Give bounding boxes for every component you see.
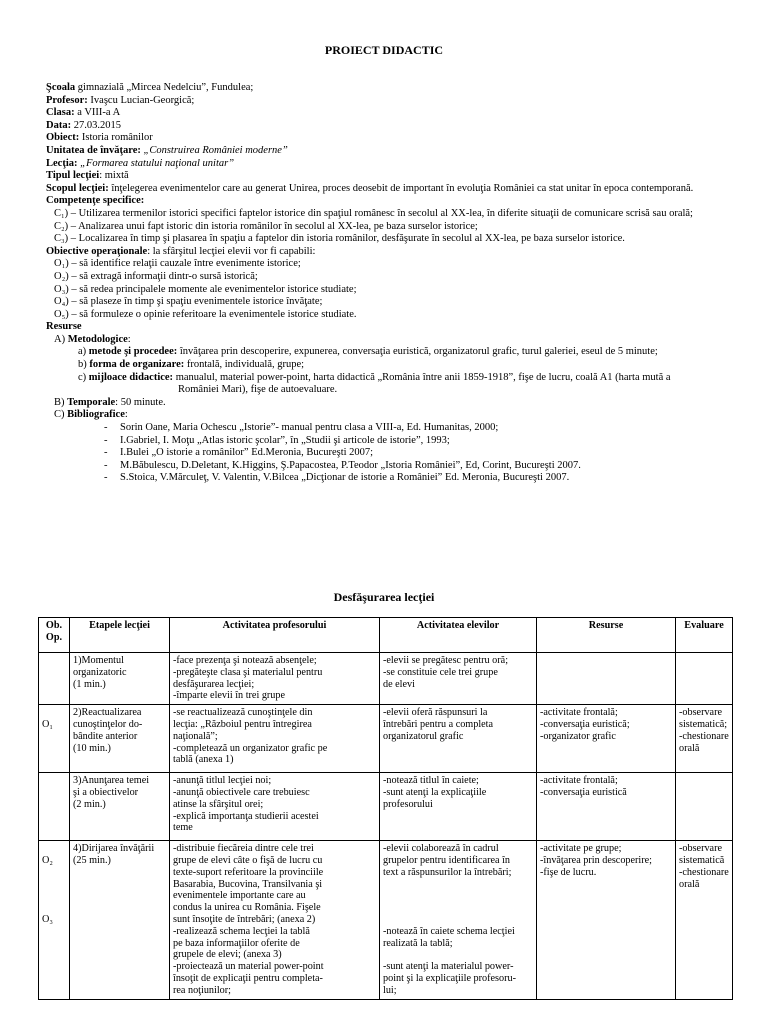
stage-cell — [70, 773, 170, 841]
methods-line — [46, 346, 746, 359]
teacher-activity-cell — [170, 653, 380, 705]
evaluation-cell — [676, 653, 733, 705]
objectives-heading — [46, 246, 746, 259]
column-header: Ob. Op. — [39, 618, 70, 653]
bib-colon: : — [124, 409, 128, 421]
cell-text-line: -activitate frontală; — [540, 707, 618, 719]
cell-text-line: 4)Dirijarea învăţării — [73, 843, 155, 855]
teacher-activity-cell — [170, 705, 380, 773]
time-line — [46, 397, 746, 410]
cell-text-line: -conversaţia euristică; — [540, 718, 630, 730]
cell-text-line: lui; — [383, 984, 397, 996]
cell-text-line — [42, 787, 66, 799]
competency-item: C₁) – Utilizarea termenilor istorici specifici faptelor istorice din spaţiul românesc în secolul al XX-lea, în diferite situaţii de comunicare scrisă sau orală; — [54, 207, 693, 219]
organization-line — [46, 359, 746, 372]
objective-item: O₂) – să extragă informaţii dintr-o sursă istorică; — [54, 270, 258, 282]
cell-text-line: -anunţă obiectivele care trebuiesc — [173, 786, 310, 798]
table-header-row — [39, 618, 733, 653]
cell-text-line: grupelor pentru identificarea în — [383, 854, 511, 866]
methods-label: metode şi procedee: — [88, 346, 178, 358]
objective-cell — [39, 841, 70, 999]
cell-text-line — [42, 879, 66, 891]
competencies-label: Competenţe specifice: — [46, 195, 145, 207]
cell-text-line: -observare — [679, 843, 722, 855]
column-header: Activitatea elevilor — [380, 618, 537, 653]
cell-text-line — [383, 914, 533, 926]
methodology-colon: : — [127, 333, 131, 345]
column-header: Activitatea profesorului — [170, 618, 380, 653]
objectives-intro: : la sfârşitul lecţiei elevii vor fi capabili: — [147, 245, 316, 257]
cell-text-line: -notează titlul în caiete; — [383, 775, 479, 787]
cell-text-line: sunt însoţite de întrebări; (anexa 2) — [173, 913, 316, 925]
cell-text-line: tablă (anexa 1) — [173, 754, 234, 766]
cell-text-line: 1)Momentul — [73, 655, 124, 666]
student-activity-cell — [380, 841, 537, 999]
cell-text-line — [42, 891, 66, 903]
bibliography-text: S.Stoica, V.Mărculeţ, V. Valentin, V.Bilcea „Dicţionar de istorie a României” Ed. Meronia, Bucureşti 2007. — [120, 472, 570, 484]
cell-text-line: -elevii se pregătesc pentru oră; — [383, 655, 509, 666]
cell-text-line — [679, 655, 729, 667]
cell-text-line: -sunt atenţi la explicaţiile — [383, 786, 487, 798]
cell-text-line: -sunt atenţi la materialul power- — [383, 961, 514, 973]
cell-text-line: -activitate pe grupe; — [540, 843, 622, 855]
bibliography-item — [46, 422, 746, 435]
bibliography-text: M.Băbulescu, D.Deletant, K.Higgins, Ş.Papacostea, P.Teodor „Istoria României”, Ed, Corint, Bucureşti 2007. — [120, 459, 581, 471]
cell-text-line: orală — [679, 878, 700, 890]
means-value: manualul, material power-point, harta didactică „România între anii 1859-1918”, fişe de lucru, coală A1 (harta mută a — [173, 371, 671, 383]
evaluation-cell — [676, 705, 733, 773]
objectives-label: Obiective operaţionale — [46, 245, 148, 257]
objective-item: O₃) – să redea principalele momente ale evenimentelor istorice studiate; — [54, 283, 357, 295]
student-activity-cell — [380, 705, 537, 773]
bibliography-item — [46, 435, 746, 448]
cell-text-line: (10 min.) — [73, 742, 111, 754]
cell-text-line: atinse la sfârşitul orei; — [173, 798, 264, 810]
class-line — [46, 107, 746, 120]
table-row — [39, 705, 733, 773]
cell-text-line: -distribuie fiecăreia dintre cele trei — [173, 843, 314, 855]
bibliography-text: I.Bulei „O istorie a românilor” Ed.Meronia, Bucureşti 2007; — [120, 447, 374, 459]
cell-text-line: -explică importanţa studierii acestei — [173, 810, 319, 822]
subject-value: Istoria românilor — [79, 132, 153, 144]
objective-item: O₅) – să formuleze o opinie referitoare la evenimentele istorice studiate. — [54, 308, 357, 320]
methodology-marker: A) — [54, 333, 66, 345]
objective-cell — [39, 705, 70, 773]
cell-text-line — [42, 867, 66, 879]
student-activity-cell — [380, 773, 537, 841]
cell-text-line: organizatoric — [73, 666, 127, 678]
cell-text-line: -notează în caiete schema lecţiei — [383, 925, 515, 937]
cell-text-line — [383, 879, 533, 891]
lesson-table-body — [39, 653, 733, 1000]
cell-text-line: profesorului — [383, 798, 433, 810]
cell-text-line — [383, 949, 533, 961]
cell-text-line — [540, 655, 672, 667]
dash-marker: - — [104, 472, 108, 484]
cell-text-line: -anunţă titlul lecţiei noi; — [173, 775, 272, 787]
bibliography-text: I.Gabriel, I. Moţu „Atlas istoric şcolar”, în „Studii şi articole de istorie”, 1993; — [120, 434, 450, 446]
unit-value: „Construirea României moderne” — [140, 144, 288, 156]
stage-cell — [70, 705, 170, 773]
org-marker: b) — [78, 359, 87, 371]
cell-text-line: bândite anterior — [73, 730, 138, 742]
purpose-line — [46, 183, 746, 196]
cell-text-line: -conversaţia euristică — [540, 786, 627, 798]
evaluation-cell — [676, 841, 733, 999]
resources-cell — [537, 705, 676, 773]
lesson-line — [46, 158, 746, 171]
cell-text-line: 2)Reactualizarea — [73, 707, 142, 719]
bib-label: Bibliografice — [67, 409, 125, 421]
resources-heading — [46, 321, 746, 334]
cell-text-line: -se constituie cele trei grupe — [383, 666, 498, 678]
bibliography-item — [46, 460, 746, 473]
school-value: gimnazială „Mircea Nedelciu”, Fundulea; — [75, 82, 254, 93]
cell-text-line: de elevi — [383, 678, 415, 690]
cell-text-line: sistematică — [679, 854, 725, 866]
org-value: frontală, individuală, grupe; — [184, 359, 305, 371]
cell-text-line: însoţit de explicaţii pentru completa- — [173, 972, 323, 984]
date-line — [46, 120, 746, 133]
cell-text-line: (2 min.) — [73, 798, 106, 810]
competency-item: C₃) – Localizarea în timp şi plasarea în spaţiu a faptelor din istoria românilor, desfăşurate în secolul al XX-lea, pe baza surselor istorice. — [54, 233, 625, 245]
cell-text-line: pe baza informaţiilor oferite de — [173, 937, 300, 949]
objective-item: O₄) – să plaseze în timp şi spaţiu evenimentele istorice învăţate; — [54, 296, 323, 308]
document-title: PROIECT DIDACTIC — [324, 43, 444, 57]
cell-text-line: -completează un organizator grafic pe — [173, 742, 328, 754]
time-label: Temporale — [67, 396, 116, 408]
unit-label: Unitatea de învăţare: — [46, 144, 141, 156]
resources-cell — [537, 841, 676, 999]
cell-text-line — [42, 902, 66, 914]
cell-text-line: -proiectează un material power-point — [173, 961, 324, 973]
cell-text-line: grupele de elevi; (anexa 3) — [173, 949, 282, 961]
column-header: Etapele lecţiei — [70, 618, 170, 653]
dash-marker: - — [104, 447, 108, 459]
methods-marker: a) — [78, 346, 87, 358]
cell-text-line: orală — [679, 742, 700, 754]
column-header: Resurse — [537, 618, 676, 653]
cell-text-line: (25 min.) — [73, 854, 111, 866]
cell-text-line: rea noţiunilor; — [173, 984, 231, 996]
lesson-value: „Formarea statului naţional unitar” — [77, 157, 235, 169]
school-label: Şcoala — [46, 82, 76, 93]
cell-text-line: sistematică; — [679, 718, 728, 730]
objective-item: O₁) – să identifice relaţii cauzale între evenimente istorice; — [54, 258, 301, 270]
cell-text-line — [383, 902, 533, 914]
bibliography-item — [46, 472, 746, 485]
cell-text-line: evenimentele importante care au — [173, 890, 306, 902]
cell-text-line: -chestionare — [679, 730, 729, 742]
bibliography-item — [46, 447, 746, 460]
competency-item: C₂) – Analizarea unui fapt istoric din istoria românilor în secolul al XX-lea, pe baza surselor istorice; — [54, 220, 478, 232]
type-line — [46, 170, 746, 183]
cell-text-line — [383, 890, 533, 902]
cell-text-line: cunoştinţelor do- — [73, 718, 143, 730]
teacher-activity-cell — [170, 773, 380, 841]
cell-text-line: O₁ — [42, 719, 53, 731]
competencies-heading — [46, 195, 746, 208]
resources-label: Resurse — [46, 321, 82, 333]
cell-text-line: -pregăteşte clasa şi materialul pentru — [173, 666, 323, 678]
means-marker: c) — [78, 371, 87, 383]
cell-text-line: naţională”; — [173, 730, 218, 742]
cell-text-line: (1 min.) — [73, 678, 106, 690]
column-header: Evaluare — [676, 618, 733, 653]
lesson-header — [46, 82, 746, 485]
cell-text-line: teme — [173, 822, 193, 834]
cell-text-line: point şi la explicaţiile profesoru- — [383, 972, 516, 984]
section-title: Desfăşurarea lecţiei — [333, 590, 435, 604]
school-line — [46, 82, 746, 95]
time-value: : 50 minute. — [115, 396, 166, 408]
cell-text-line: -elevii colaborează în cadrul — [383, 843, 499, 855]
cell-text-line: -activitate frontală; — [540, 775, 618, 787]
cell-text-line: organizatorul grafic — [383, 730, 464, 742]
cell-text-line: O₂ — [42, 855, 53, 867]
cell-text-line: text a răspunsurilor la întrebări; — [383, 866, 512, 878]
subject-label: Obiect: — [46, 132, 80, 144]
resources-cell — [537, 653, 676, 705]
cell-text-line: -fişe de lucru. — [540, 866, 597, 878]
cell-text-line: condus la unirea cu România. Fişele — [173, 902, 321, 914]
date-label: Data: — [46, 119, 72, 131]
means-label: mijloace didactice: — [88, 371, 174, 383]
table-row — [39, 773, 733, 841]
table-row — [39, 841, 733, 999]
means-line-cont: României Mari), fişe de autoevaluare. — [178, 384, 338, 396]
cell-text-line: -organizator grafic — [540, 730, 616, 742]
stage-cell — [70, 841, 170, 999]
purpose-label: Scopul lecţiei: — [46, 182, 109, 194]
class-value: a VIII-a A — [74, 107, 121, 119]
cell-text-line: -împarte elevii în trei grupe — [173, 690, 286, 702]
resources-cell — [537, 773, 676, 841]
date-value: 27.03.2015 — [71, 119, 121, 131]
cell-text-line: -observare — [679, 707, 722, 719]
teacher-line — [46, 95, 746, 108]
unit-line — [46, 145, 746, 158]
table-row — [39, 653, 733, 705]
cell-text-line: -realizează schema lecţiei la tablă — [173, 925, 310, 937]
objective-cell — [39, 773, 70, 841]
lesson-table — [38, 617, 733, 1000]
org-label: forma de organizare: — [89, 359, 185, 371]
teacher-activity-cell — [170, 841, 380, 999]
purpose-value: înţelegerea evenimentelor care au generat Unirea, proces deosebit de important în evoluţia României ca stat unitar în epoca contemporană. — [108, 182, 694, 194]
methodology-label: Metodologice — [67, 333, 128, 345]
cell-text-line: grupe de elevi câte o fişă de lucru cu — [173, 854, 323, 866]
teacher-value: Ivaşcu Lucian-Georgică; — [87, 94, 195, 106]
cell-text-line: -se reactualizează cunoştinţele din — [173, 707, 313, 719]
dash-marker: - — [104, 422, 108, 434]
cell-text-line: lecţia: „Războiul pentru întregirea — [173, 718, 312, 730]
bib-marker: C) — [54, 409, 65, 421]
cell-text-line: şi a obiectivelor — [73, 786, 139, 798]
cell-text-line: -chestionare — [679, 866, 729, 878]
bibliography-heading — [46, 409, 746, 422]
dash-marker: - — [104, 434, 108, 446]
means-line — [46, 372, 746, 385]
lesson-label: Lecţia: — [46, 157, 78, 169]
cell-text-line: întrebări pentru a completa — [383, 718, 494, 730]
dash-marker: - — [104, 459, 108, 471]
cell-text-line: realizată la tablă; — [383, 937, 453, 949]
methodology-heading — [46, 334, 746, 347]
cell-text-line: -face prezenţa şi notează absenţele; — [173, 655, 317, 666]
cell-text-line: -elevii oferă răspunsuri la — [383, 707, 488, 719]
cell-text-line: O₃ — [42, 914, 53, 926]
cell-text-line — [42, 655, 66, 667]
subject-line — [46, 132, 746, 145]
objective-cell — [39, 653, 70, 705]
stage-cell — [70, 653, 170, 705]
student-activity-cell — [380, 653, 537, 705]
cell-text-line: Basarabia, Bucovina, Transilvania şi — [173, 878, 323, 890]
type-label: Tipul lecţiei — [46, 170, 100, 182]
teacher-label: Profesor: — [46, 94, 88, 106]
evaluation-cell — [676, 773, 733, 841]
cell-text-line: 3)Anunţarea temei — [73, 775, 150, 787]
cell-text-line — [679, 775, 729, 787]
methods-value: învăţarea prin descoperire, expunerea, conversaţia euristică, organizatorul grafic, turul galeriei, eseul de 5 minute; — [177, 346, 658, 358]
cell-text-line: texte-suport referitoare la provinciile — [173, 866, 324, 878]
time-marker: B) — [54, 396, 65, 408]
class-label: Clasa: — [46, 107, 75, 119]
bibliography-text: Sorin Oane, Maria Ochescu „Istorie”- manual pentru clasa a VIII-a, Ed. Humanitas, 2000; — [120, 422, 499, 434]
cell-text-line: -învăţarea prin descoperire; — [540, 854, 653, 866]
type-value: : mixtă — [99, 170, 129, 182]
cell-text-line: desfăşurarea lecţiei; — [173, 678, 255, 690]
